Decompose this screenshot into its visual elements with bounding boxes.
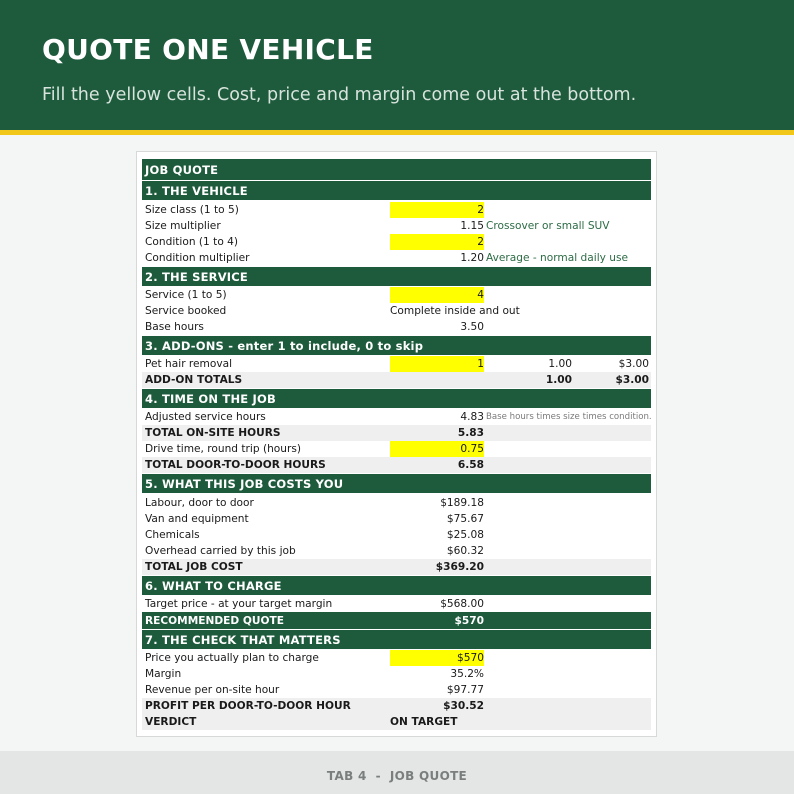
section-charge-header xyxy=(142,575,651,595)
sheet-title: JOB QUOTE xyxy=(145,163,219,177)
section-costs-header xyxy=(142,473,651,493)
adjusted-hours-value: 4.83 xyxy=(460,411,484,423)
section-addons-title: 3. ADD-ONS - enter 1 to include, 0 to skip xyxy=(145,339,424,353)
row-recommended-quote xyxy=(142,612,651,630)
service-booked-label: Service booked xyxy=(145,305,227,317)
row-base-hours xyxy=(142,319,651,335)
row-chemicals xyxy=(142,527,651,543)
van-equipment-label: Van and equipment xyxy=(145,513,249,525)
addon-totals-price: $3.00 xyxy=(615,374,649,386)
service-value[interactable]: 4 xyxy=(477,289,484,301)
chemicals-value: $25.08 xyxy=(446,529,484,541)
row-overhead xyxy=(142,543,651,559)
row-service-booked xyxy=(142,303,651,319)
row-size-multiplier xyxy=(142,218,651,234)
adjusted-hours-label: Adjusted service hours xyxy=(145,411,266,423)
section-vehicle-title: 1. THE VEHICLE xyxy=(145,184,248,198)
profit-per-hour-value: $30.52 xyxy=(443,700,484,712)
service-label: Service (1 to 5) xyxy=(145,289,227,301)
row-onsite-hours xyxy=(142,425,651,441)
row-addon-totals xyxy=(142,372,651,388)
row-profit-per-hour xyxy=(142,698,651,714)
overhead-value: $60.32 xyxy=(446,545,484,557)
row-total-job-cost xyxy=(142,559,651,575)
labour-label: Labour, door to door xyxy=(145,497,254,509)
footer-tab-label: TAB 4 - JOB QUOTE xyxy=(326,769,468,783)
overhead-label: Overhead carried by this job xyxy=(145,545,296,557)
verdict-value: ON TARGET xyxy=(390,716,458,728)
condition-label: Condition (1 to 4) xyxy=(145,236,239,248)
row-van-equipment xyxy=(142,511,651,527)
condition-value[interactable]: 2 xyxy=(477,236,484,248)
size-class-value[interactable]: 2 xyxy=(477,204,484,216)
page-subtitle: Fill the yellow cells. Cost, price and margin come out at the bottom. xyxy=(42,85,637,105)
total-job-cost-label: TOTAL JOB COST xyxy=(145,561,243,573)
margin-label: Margin xyxy=(145,668,182,680)
planned-price-label: Price you actually plan to charge xyxy=(145,652,319,664)
row-service xyxy=(142,287,651,303)
row-labour xyxy=(142,495,651,511)
revenue-per-hour-label: Revenue per on-site hour xyxy=(145,684,280,696)
section-charge-title: 6. WHAT TO CHARGE xyxy=(145,579,282,593)
section-time-title: 4. TIME ON THE JOB xyxy=(145,392,276,406)
row-revenue-per-hour xyxy=(142,682,651,698)
margin-value: 35.2% xyxy=(450,668,484,680)
header-accent-stripe xyxy=(0,130,794,135)
pet-hair-input[interactable]: 1 xyxy=(477,358,484,370)
row-planned-price xyxy=(142,650,651,666)
service-booked-value: Complete inside and out xyxy=(390,305,520,317)
condition-multiplier-note: Average - normal daily use xyxy=(486,252,629,264)
profit-per-hour-label: PROFIT PER DOOR-TO-DOOR HOUR xyxy=(145,700,351,712)
onsite-hours-value: 5.83 xyxy=(457,427,484,439)
size-multiplier-label: Size multiplier xyxy=(145,220,221,232)
pet-hair-price: $3.00 xyxy=(618,358,649,370)
recommended-quote-label: RECOMMENDED QUOTE xyxy=(145,615,284,627)
section-time-header xyxy=(142,388,651,408)
size-class-label: Size class (1 to 5) xyxy=(145,204,239,216)
door-hours-value: 6.58 xyxy=(457,459,484,471)
row-condition-multiplier xyxy=(142,250,651,266)
pet-hair-label: Pet hair removal xyxy=(145,358,233,370)
size-multiplier-note: Crossover or small SUV xyxy=(486,220,610,232)
planned-price-value[interactable]: $570 xyxy=(457,652,484,664)
onsite-hours-label: TOTAL ON-SITE HOURS xyxy=(145,427,281,439)
row-target-price xyxy=(142,596,651,612)
condition-multiplier-label: Condition multiplier xyxy=(145,252,250,264)
addon-totals-hours: 1.00 xyxy=(545,374,572,386)
row-verdict xyxy=(142,714,651,730)
row-adjusted-hours xyxy=(142,409,651,425)
row-drive-time xyxy=(142,441,651,457)
row-door-hours xyxy=(142,457,651,473)
section-vehicle-header xyxy=(142,180,651,200)
section-costs-title: 5. WHAT THIS JOB COSTS YOU xyxy=(145,477,344,491)
condition-multiplier-value: 1.20 xyxy=(460,252,484,264)
base-hours-value: 3.50 xyxy=(460,321,484,333)
row-size-class xyxy=(142,202,651,218)
adjusted-hours-note: Base hours times size times condition. xyxy=(486,412,652,422)
verdict-label: VERDICT xyxy=(145,716,197,728)
size-multiplier-value: 1.15 xyxy=(460,220,484,232)
labour-value: $189.18 xyxy=(440,497,484,509)
section-addons-header xyxy=(142,335,651,355)
section-service-header xyxy=(142,266,651,286)
page-title: QUOTE ONE VEHICLE xyxy=(42,33,374,66)
row-margin xyxy=(142,666,651,682)
revenue-per-hour-value: $97.77 xyxy=(446,684,484,696)
section-service-title: 2. THE SERVICE xyxy=(145,270,248,284)
drive-time-label: Drive time, round trip (hours) xyxy=(145,443,301,455)
van-equipment-value: $75.67 xyxy=(446,513,484,525)
door-hours-label: TOTAL DOOR-TO-DOOR HOURS xyxy=(145,459,326,471)
target-price-label: Target price - at your target margin xyxy=(145,598,333,610)
chemicals-label: Chemicals xyxy=(145,529,200,541)
row-pet-hair xyxy=(142,356,651,372)
section-check-title: 7. THE CHECK THAT MATTERS xyxy=(145,633,341,647)
sheet-title-row xyxy=(142,158,651,180)
drive-time-value[interactable]: 0.75 xyxy=(460,443,484,455)
pet-hair-hours: 1.00 xyxy=(548,358,572,370)
target-price-value: $568.00 xyxy=(440,598,484,610)
addon-totals-label: ADD-ON TOTALS xyxy=(145,374,243,386)
base-hours-label: Base hours xyxy=(145,321,204,333)
row-condition xyxy=(142,234,651,250)
total-job-cost-value: $369.20 xyxy=(435,561,484,573)
recommended-quote-value: $570 xyxy=(454,615,484,627)
section-check-header xyxy=(142,629,651,649)
